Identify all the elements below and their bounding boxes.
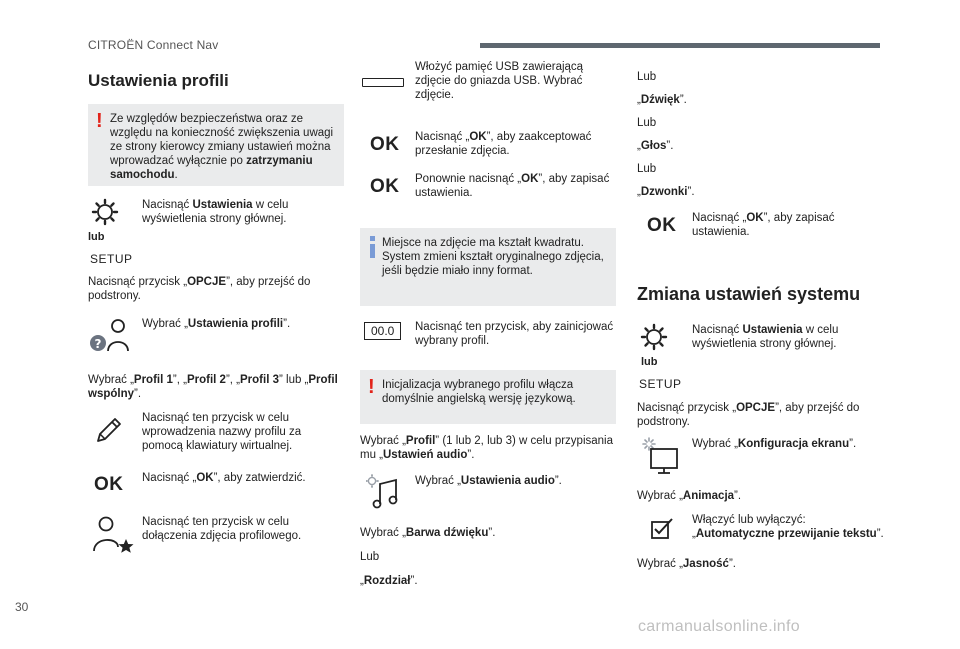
lub-label: lub bbox=[88, 231, 105, 243]
warning-note-init: ! Inicjalizacja wybranego profilu włącza domyślnie angielską wersję językową. bbox=[360, 370, 616, 424]
option-glos-text: „Głos”. bbox=[637, 140, 674, 152]
step-screen-config bbox=[637, 437, 893, 481]
pencil-icon[interactable] bbox=[92, 415, 124, 451]
step-add-photo bbox=[88, 515, 344, 559]
step-audio-settings bbox=[360, 474, 616, 518]
step-settings-text: Nacisnąć Ustawienia w celu wyświetlenia strony głównej. bbox=[142, 199, 289, 225]
profile-star-icon[interactable] bbox=[90, 515, 136, 557]
header-bar bbox=[480, 43, 880, 48]
ok-button[interactable]: OK bbox=[94, 474, 124, 495]
usb-slot-icon[interactable] bbox=[362, 78, 404, 87]
step-barwa-text: Wybrać „Barwa dźwięku”. bbox=[360, 527, 496, 539]
step-settings bbox=[88, 198, 344, 268]
lub-label: lub bbox=[641, 356, 658, 368]
setup-label[interactable]: SETUP bbox=[639, 377, 682, 391]
step-ok-store bbox=[637, 211, 893, 253]
step-toggle-scroll-text: Włączyć lub wyłączyć: „Automatyczne przewijanie tekstu”. bbox=[692, 514, 884, 540]
ok-button[interactable]: OK bbox=[370, 134, 400, 155]
step-add-photo-text: Nacisnąć ten przycisk w celu dołączenia zdjęcia profilowego. bbox=[142, 516, 302, 542]
option-rozdzial-text: „Rozdział”. bbox=[360, 575, 418, 587]
step-edit-name-text: Nacisnąć ten przycisk w celu wprowadzenia nazwy profilu za pomocą klawiatury wirtualnej. bbox=[142, 412, 302, 452]
column-1 bbox=[88, 62, 344, 559]
step-profile-settings-text: Wybrać „Ustawienia profili”. bbox=[142, 318, 291, 330]
profile-question-icon[interactable] bbox=[88, 317, 130, 357]
step-ok-accept bbox=[360, 130, 616, 172]
column-2 bbox=[360, 62, 616, 588]
ok-button[interactable]: OK bbox=[647, 215, 677, 236]
step-edit-name bbox=[88, 411, 344, 463]
step-reset bbox=[360, 320, 616, 362]
step-brightness-text: Wybrać „Jasność”. bbox=[637, 558, 736, 570]
step-ok-save-text: Ponownie nacisnąć „OK”, aby zapisać ustawienia. bbox=[415, 173, 610, 199]
warning-icon: ! bbox=[96, 110, 103, 132]
or-text: Lub bbox=[637, 117, 657, 129]
step-reset-text: Nacisnąć ten przycisk, aby zainicjować wybrany profil. bbox=[415, 321, 614, 347]
or-text: Lub bbox=[637, 163, 657, 175]
ok-button[interactable]: OK bbox=[370, 176, 400, 197]
section-heading-system: Zmiana ustawień systemu bbox=[637, 284, 861, 304]
step-ok-store-text: Nacisnąć „OK”, aby zapisać ustawienia. bbox=[692, 212, 835, 238]
or-text: Lub bbox=[637, 71, 657, 83]
warning-icon: ! bbox=[368, 376, 375, 398]
section-heading-profiles: Ustawienia profili bbox=[88, 71, 229, 90]
step-toggle-scroll bbox=[637, 513, 893, 555]
option-dzwiek-text: „Dźwięk”. bbox=[637, 94, 687, 106]
step-settings bbox=[637, 323, 893, 393]
step-choose-profile-text: Wybrać „Profil 1”, „Profil 2”, „Profil 3” lub „Profil wspólny”. bbox=[88, 374, 338, 400]
setup-label[interactable]: SETUP bbox=[90, 252, 133, 266]
step-screen-config-text: Wybrać „Konfiguracja ekranu”. bbox=[692, 438, 857, 450]
step-usb-text: Włożyć pamięć USB zawierającą zdjęcie do gniazda USB. Wybrać zdjęcie. bbox=[415, 61, 584, 101]
step-ok-accept-text: Nacisnąć „OK”, aby zaakceptować przesłanie zdjęcia. bbox=[415, 131, 592, 157]
option-dzwonki-text: „Dzwonki”. bbox=[637, 186, 695, 198]
warning-note-safety: ! Ze względów bezpieczeństwa oraz ze względu na konieczność zwiększenia uwagi ze strony kierowcy zmiany ustawień można wprowadzać wyłącznie po zatrzymaniu samochodu. bbox=[88, 104, 344, 186]
step-options-text: Nacisnąć przycisk „OPCJE”, aby przejść do podstrony. bbox=[637, 402, 860, 428]
step-profile-settings bbox=[88, 317, 344, 359]
step-ok-save bbox=[360, 172, 616, 216]
info-icon bbox=[370, 236, 375, 258]
step-settings-text: Nacisnąć Ustawienia w celu wyświetlenia strony głównej. bbox=[692, 324, 839, 350]
step-ok-confirm-text: Nacisnąć „OK”, aby zatwierdzić. bbox=[142, 472, 306, 484]
svg-text:?: ? bbox=[94, 337, 102, 351]
or-text: Lub bbox=[360, 551, 380, 563]
step-usb bbox=[360, 62, 616, 118]
step-options-text: Nacisnąć przycisk „OPCJE”, aby przejść do podstrony. bbox=[88, 276, 311, 302]
reset-counter-button[interactable]: 00.0 bbox=[364, 322, 401, 340]
step-audio-settings-text: Wybrać „Ustawienia audio”. bbox=[415, 475, 562, 487]
header-title: CITROËN Connect Nav bbox=[88, 38, 219, 52]
screen-config-icon[interactable] bbox=[641, 437, 681, 479]
step-profile-audio-text: Wybrać „Profil” (1 lub 2, lub 3) w celu przypisania mu „Ustawień audio”. bbox=[360, 435, 613, 461]
audio-settings-icon[interactable] bbox=[366, 474, 402, 514]
watermark: carmanualsonline.info bbox=[638, 618, 800, 635]
step-animation-text: Wybrać „Animacja”. bbox=[637, 490, 742, 502]
checkbox-icon[interactable] bbox=[651, 517, 675, 543]
column-3 bbox=[637, 62, 893, 571]
step-ok-confirm bbox=[88, 471, 344, 511]
page-number: 30 bbox=[15, 600, 29, 614]
info-note-photo: Miejsce na zdjęcie ma kształt kwadratu. System zmieni kształt oryginalnego zdjęcia, jeśli będzie miało inny format. bbox=[360, 228, 616, 306]
